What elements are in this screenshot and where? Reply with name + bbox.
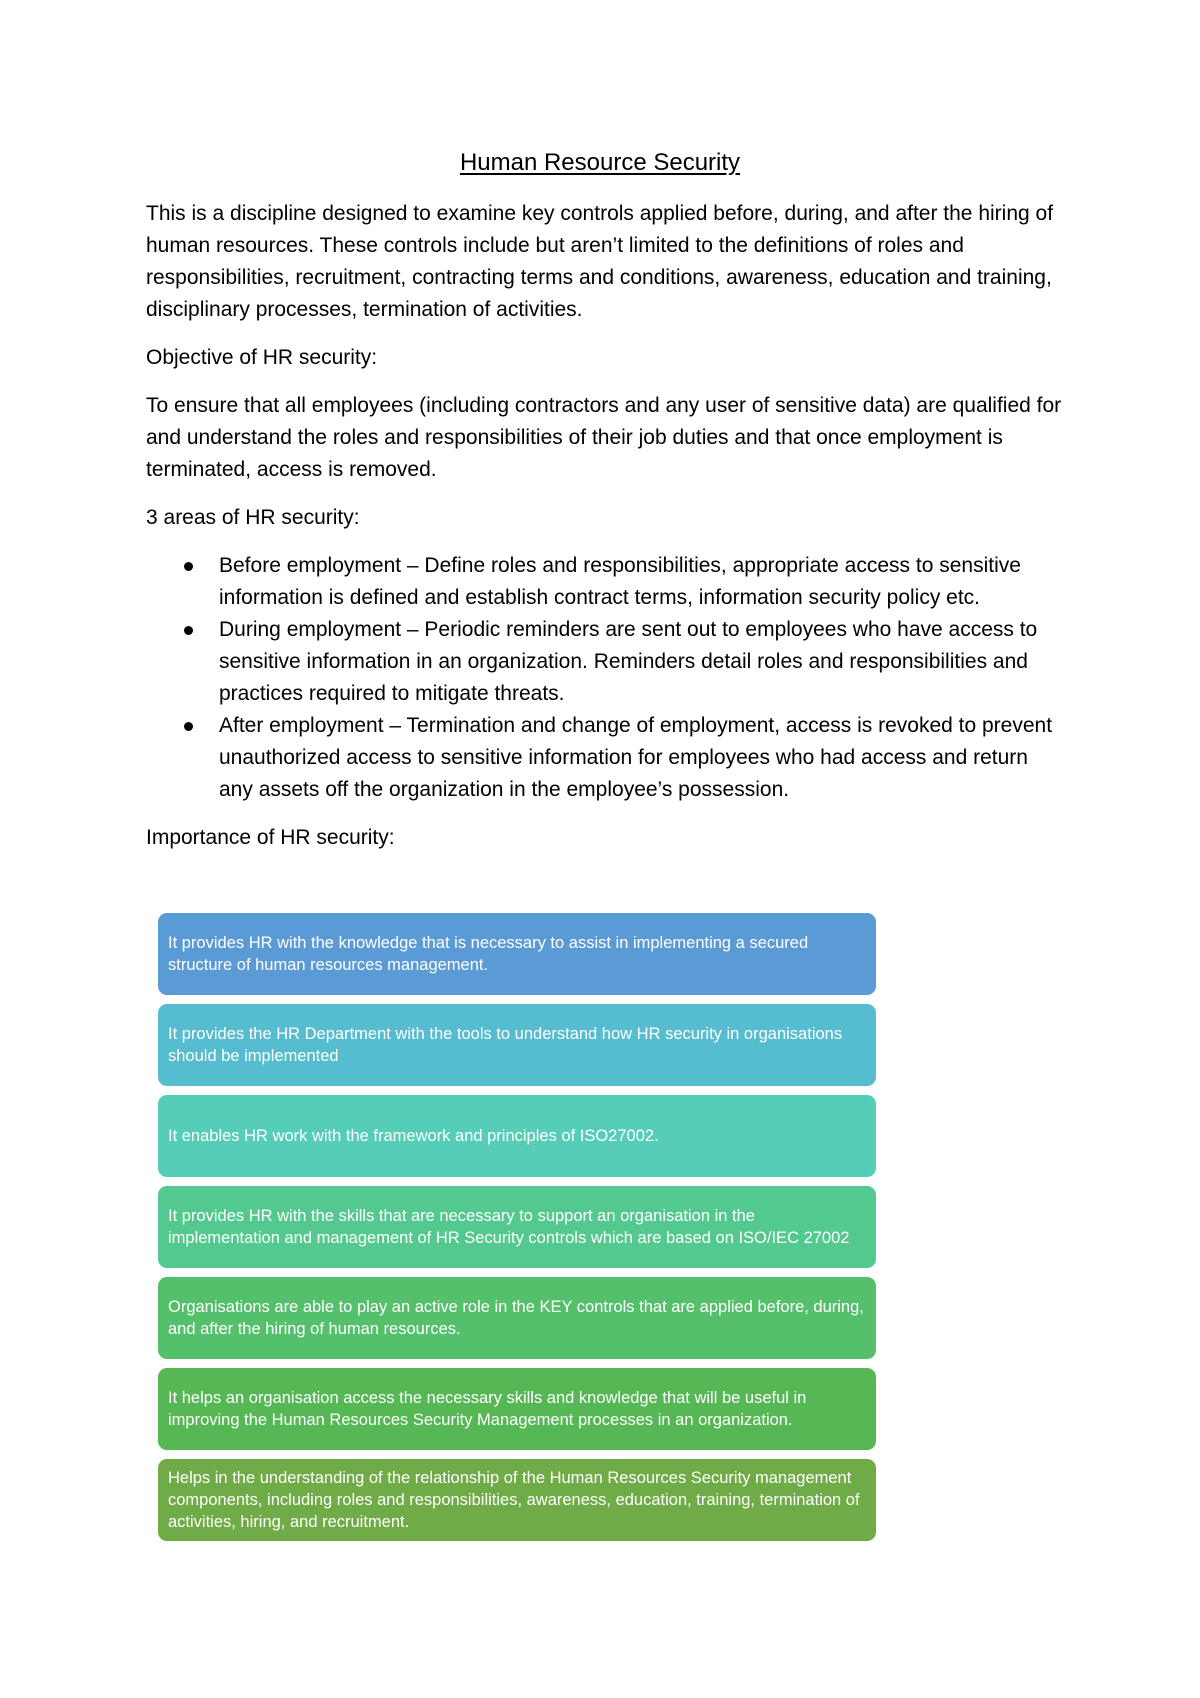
list-item	[146, 710, 1066, 806]
importance-box	[158, 1459, 876, 1541]
importance-box	[158, 913, 876, 995]
bullet-icon	[184, 562, 193, 571]
importance-box-text: It helps an organisation access the necessary skills and knowledge that will be useful in improving the Human Resources Security Management processes in an organization.	[168, 1389, 807, 1429]
importance-box-text: It provides HR with the skills that are necessary to support an organisation in the implementation and management of HR Security controls which are based on ISO/IEC 27002	[168, 1207, 850, 1247]
objective-paragraph: To ensure that all employees (including contractors and any user of sensitive data) are qualified for and understand the roles and responsibilities of their job duties and that once employment is terminated, access is removed.	[146, 394, 1062, 481]
importance-box	[158, 1277, 876, 1359]
bullet-icon	[184, 722, 193, 731]
list-item-text: Before employment – Define roles and responsibilities, appropriate access to sensitive information is defined and establish contract terms, information security policy etc.	[219, 554, 1021, 609]
importance-box-text: Organisations are able to play an active role in the KEY controls that are applied before, during, and after the hiring of human resources.	[168, 1298, 864, 1338]
objective-heading: Objective of HR security:	[146, 346, 378, 369]
importance-box	[158, 1368, 876, 1450]
importance-box-text: It provides HR with the knowledge that is necessary to assist in implementing a secured structure of human resources management.	[168, 934, 809, 974]
importance-box-text: It provides the HR Department with the tools to understand how HR security in organisations should be implemented	[168, 1025, 843, 1065]
page-title: Human Resource Security	[459, 149, 741, 176]
areas-list	[146, 550, 1066, 806]
importance-heading: Importance of HR security:	[146, 826, 395, 849]
bullet-icon	[184, 626, 193, 635]
importance-box-text: Helps in the understanding of the relationship of the Human Resources Security management components, including roles and responsibilities, awareness, education, training, termination of activities, hiring, and recruitment.	[168, 1469, 860, 1531]
importance-box	[158, 1004, 876, 1086]
importance-box-text: It enables HR work with the framework and principles of ISO27002.	[168, 1127, 659, 1145]
importance-box	[158, 1095, 876, 1177]
importance-box	[158, 1186, 876, 1268]
list-item	[146, 550, 1066, 614]
areas-heading: 3 areas of HR security:	[146, 506, 360, 529]
list-item-text: After employment – Termination and change of employment, access is revoked to prevent unauthorized access to sensitive information for employees who had access and return any assets off the organization in the employee’s possession.	[219, 714, 1053, 801]
list-item	[146, 614, 1066, 710]
document-body	[146, 198, 1066, 870]
intro-paragraph: This is a discipline designed to examine key controls applied before, during, and after the hiring of human resources. These controls include but aren’t limited to the definitions of roles and responsibilities, recruitment, contracting terms and conditions, awareness, education and training, disciplinary processes, termination of activities.	[146, 202, 1054, 321]
list-item-text: During employment – Periodic reminders are sent out to employees who have access to sensitive information in an organization. Reminders detail roles and responsibilities and practices required to mitigate threats.	[219, 618, 1038, 705]
